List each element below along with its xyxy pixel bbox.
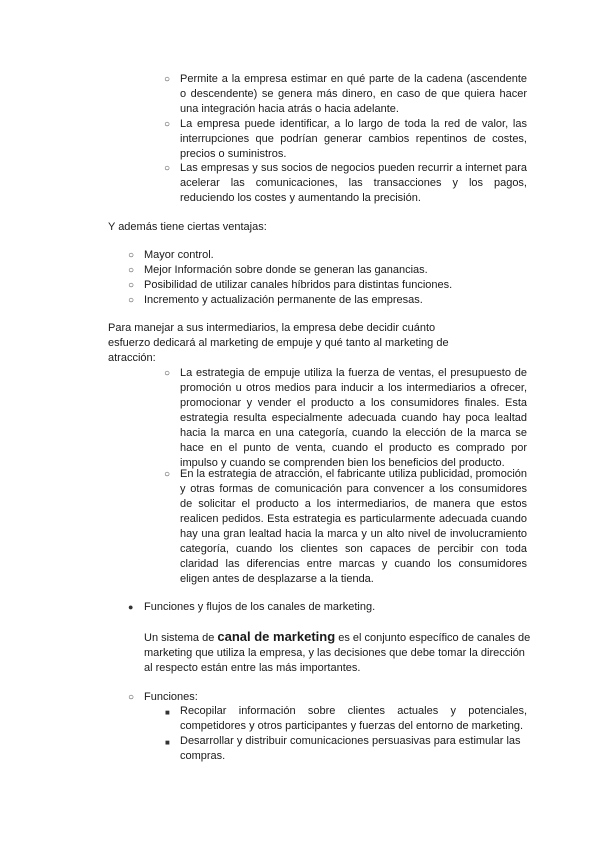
ventajas-intro: Y además tiene ciertas ventajas: — [108, 221, 267, 233]
square-bullet-icon: ■ — [165, 738, 170, 747]
circle-bullet-icon: ○ — [128, 692, 135, 703]
circle-bullet-icon: ○ — [164, 469, 171, 480]
definition-term: canal de marketing — [217, 629, 336, 644]
list-item: ○ Las empresas y sus socios de negocios pueden recurrir a internet para acelerar las comunicaciones, las transacciones y los pagos, reduciendo los costes y aumentando la precisión. — [164, 162, 527, 204]
section-heading: ● Funciones y flujos de los canales de marketing. — [128, 601, 376, 613]
circle-bullet-icon: ○ — [164, 119, 171, 130]
list-item: ○ Funciones: — [128, 691, 198, 703]
list-item: ○ Permite a la empresa estimar en qué parte de la cadena (ascendente o descendente) se genera más dinero, en caso de que quiera hacer una integración hacia atrás o hacia adelante. — [164, 73, 527, 115]
intermediarios-intro: Para manejar a sus intermediarios, la empresa debe decidir cuánto esfuerzo dedicará al marketing de empuje y qué tanto al marketing de atracción: — [108, 322, 449, 364]
list-item: ○ En la estrategia de atracción, el fabricante utiliza publicidad, promoción y otras formas de comunicación para convencer a los consumidores de solicitar el producto a los intermediarios, de manera que estos realicen pedidos. Esta estrategia es particularmente adecuada cuando hay una gran lealtad hacia la marca y un alto nivel de involucramiento categoría, cuando los clientes son capaces de percibir con toda claridad las diferencias entre marcas y cuando los consumidores eligen antes de desplazarse a la tienda. — [164, 468, 527, 585]
disc-bullet-icon: ● — [128, 602, 134, 612]
list-item: ■ Recopilar información sobre clientes actuales y potenciales, competidores y otros participantes y fuerzas del entorno de marketing. — [165, 705, 527, 732]
definition-paragraph: Un sistema de canal de marketing es el conjunto específico de canales de marketing que utiliza la empresa, y las decisiones que debe tomar la dirección al respecto están entre las más importantes. — [144, 629, 531, 674]
list-item: ○ La estrategia de empuje utiliza la fuerza de ventas, el presupuesto de promoción u otros medios para inducir a los intermediarios a ofrecer, promocionar y vender el producto a los consumidores finales. Esta estrategia resulta especialmente adecuada cuando hay poca lealtad hacia la marca en una categoría, cuando la elección de la marca se hace en el punto de venta, cuando el producto es comprado por impulso y cuando se comprenden bien los beneficios del producto. — [164, 367, 527, 469]
list-item: ○ Mayor control. — [128, 249, 214, 261]
circle-bullet-icon: ○ — [128, 295, 135, 306]
circle-bullet-icon: ○ — [128, 280, 135, 291]
list-item: ○ Posibilidad de utilizar canales híbridos para distintas funciones. — [128, 279, 453, 291]
circle-bullet-icon: ○ — [164, 74, 171, 85]
list-item: ○ Incremento y actualización permanente de las empresas. — [128, 294, 423, 306]
circle-bullet-icon: ○ — [164, 163, 171, 174]
circle-bullet-icon: ○ — [164, 368, 171, 379]
list-item: ■ Desarrollar y distribuir comunicaciones persuasivas para estimular las compras. — [165, 735, 521, 762]
list-item: ○ La empresa puede identificar, a lo largo de toda la red de valor, las interrupciones que podrían generar cambios repentinos de costes, precios o suministros. — [164, 118, 527, 160]
circle-bullet-icon: ○ — [128, 265, 135, 276]
circle-bullet-icon: ○ — [128, 250, 135, 261]
list-item: ○ Mejor Información sobre donde se generan las ganancias. — [128, 264, 428, 276]
square-bullet-icon: ■ — [165, 708, 170, 717]
